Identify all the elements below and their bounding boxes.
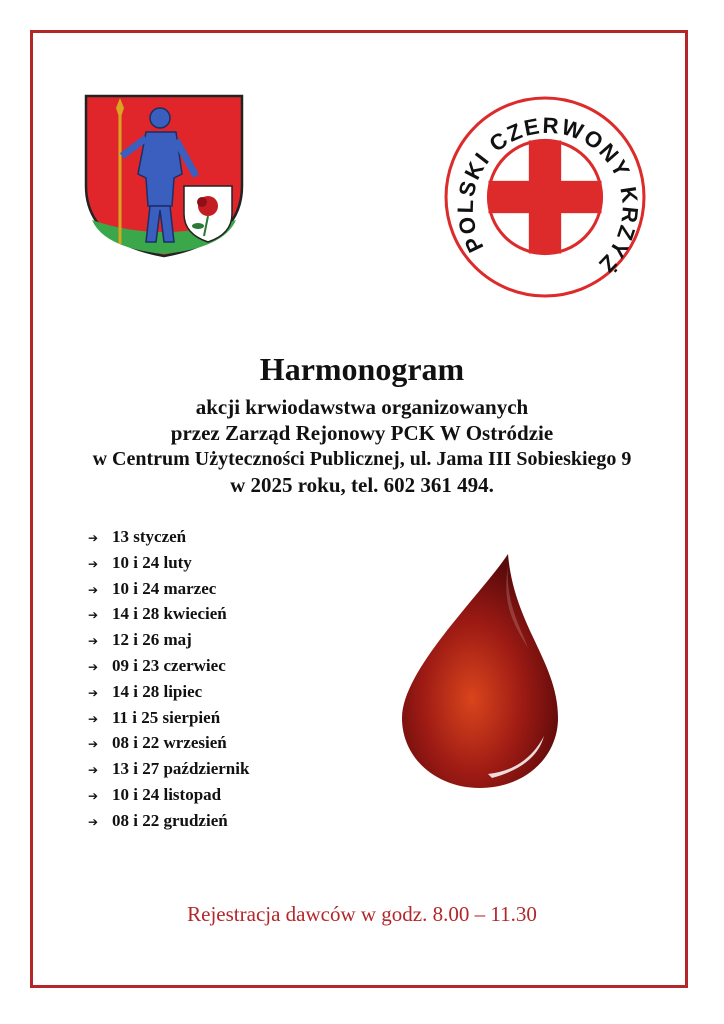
date-item bbox=[88, 782, 249, 808]
arrow-right-icon: ➔ bbox=[88, 814, 99, 829]
date-item bbox=[88, 730, 249, 756]
date-text: 10 i 24 marzec bbox=[112, 578, 217, 598]
date-text: 14 i 28 kwiecień bbox=[112, 604, 227, 624]
date-item bbox=[88, 653, 249, 679]
arrow-right-icon: ➔ bbox=[88, 531, 99, 545]
date-item bbox=[88, 601, 249, 627]
date-item bbox=[88, 679, 249, 705]
date-text: 08 i 22 grudzień bbox=[112, 810, 228, 830]
page-title: Harmonogram bbox=[259, 351, 465, 387]
date-item bbox=[88, 550, 249, 576]
date-text: 13 i 27 październik bbox=[112, 759, 250, 779]
arrow-right-icon: ➔ bbox=[88, 634, 99, 649]
date-text: 10 i 24 listopad bbox=[112, 784, 222, 804]
registration-hours: Rejestracja dawców w godz. 8.00 – 11.30 bbox=[187, 902, 537, 926]
arrow-right-icon: ➔ bbox=[88, 737, 99, 752]
arrow-right-icon: ➔ bbox=[88, 788, 99, 803]
date-item bbox=[88, 524, 249, 550]
subtitle-line-3: w Centrum Użyteczności Publicznej, ul. Jama III Sobieskiego 9 bbox=[92, 448, 632, 470]
red-cross-logo-text bbox=[444, 96, 646, 298]
subtitle-line-4: w 2025 roku, tel. 602 361 494. bbox=[230, 473, 494, 497]
blood-drop-icon bbox=[396, 552, 564, 790]
date-text: 12 i 26 maj bbox=[112, 630, 192, 650]
date-item bbox=[88, 808, 249, 834]
coat-of-arms-icon bbox=[82, 94, 246, 258]
arrow-right-icon: ➔ bbox=[88, 763, 99, 778]
arrow-right-icon: ➔ bbox=[88, 582, 99, 597]
svg-text:POLSKI CZERWONY KRZYŻ: POLSKI CZERWONY KRZYŻ bbox=[452, 112, 643, 279]
date-item bbox=[88, 576, 249, 602]
arrow-right-icon: ➔ bbox=[88, 608, 99, 623]
date-text: 09 i 23 czerwiec bbox=[112, 655, 226, 675]
header bbox=[40, 352, 684, 498]
date-text: 14 i 28 lipiec bbox=[112, 681, 203, 701]
arrow-right-icon: ➔ bbox=[88, 659, 99, 674]
date-text: 08 i 22 wrzesień bbox=[112, 733, 227, 753]
arrow-right-icon: ➔ bbox=[88, 685, 99, 700]
date-text: 11 i 25 sierpień bbox=[112, 707, 221, 727]
date-text: 10 i 24 luty bbox=[112, 552, 192, 572]
date-item bbox=[88, 705, 249, 731]
arrow-right-icon: ➔ bbox=[88, 556, 99, 571]
dates-list bbox=[88, 524, 249, 834]
date-text: 13 styczeń bbox=[112, 527, 187, 546]
date-item bbox=[88, 627, 249, 653]
date-item bbox=[88, 756, 249, 782]
subtitle-line-1: akcji krwiodawstwa organizowanych bbox=[195, 395, 529, 419]
arrow-right-icon: ➔ bbox=[88, 711, 99, 726]
subtitle-line-2: przez Zarząd Rejonowy PCK W Ostródzie bbox=[170, 421, 554, 445]
